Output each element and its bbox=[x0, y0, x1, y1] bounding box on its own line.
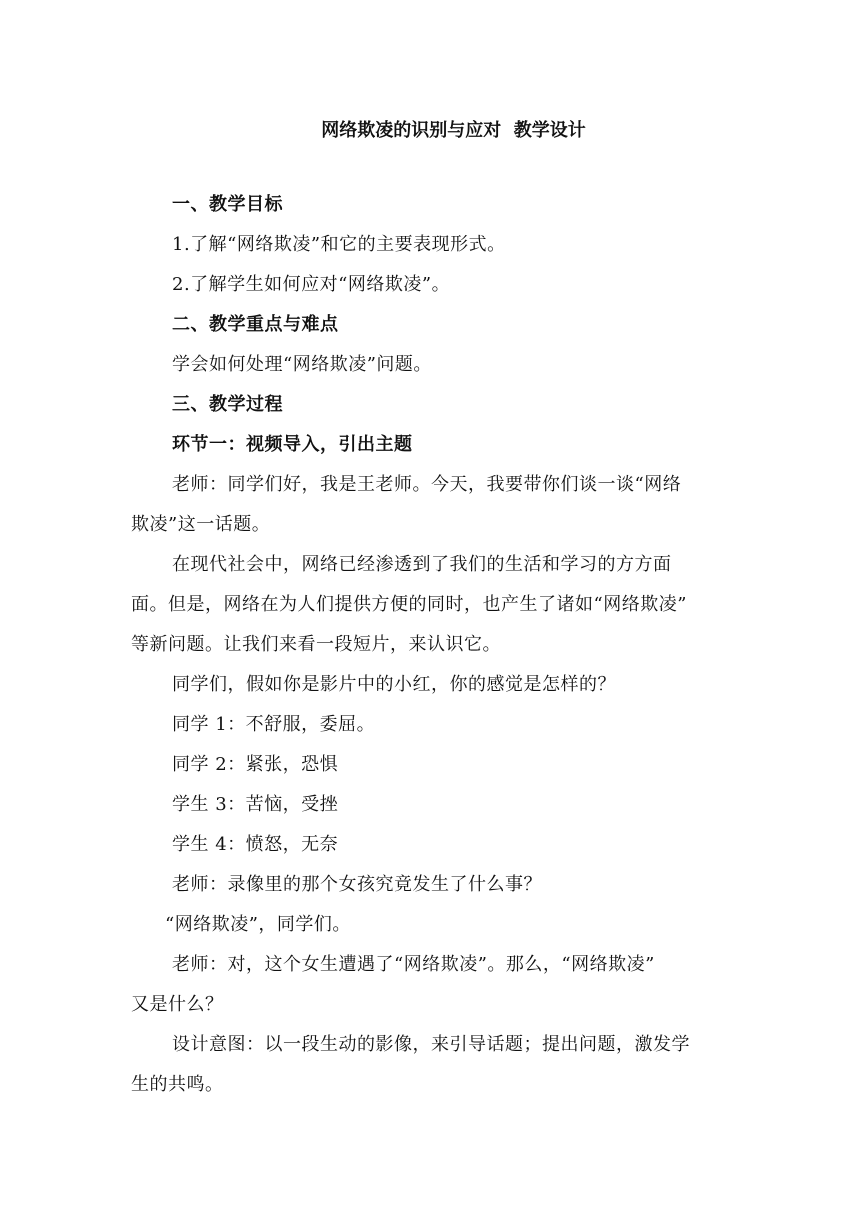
dialogue-answer-2: 同学 2：紧张，恐惧 bbox=[172, 754, 339, 775]
paragraph-line: 在现代社会中，网络已经渗透到了我们的生活和学习的方方面 bbox=[172, 554, 672, 575]
dialogue-question-1: 同学们，假如你是影片中的小红，你的感觉是怎样的？ bbox=[172, 674, 616, 695]
dialogue-question-2: 老师：录像里的那个女孩究竟发生了什么事？ bbox=[172, 874, 542, 895]
dialogue-answer-3: 学生 3：苦恼，受挫 bbox=[172, 794, 339, 815]
goal-item-2: 2.了解学生如何应对“网络欺凌”。 bbox=[172, 274, 451, 295]
goal-item-1: 1.了解“网络欺凌”和它的主要表现形式。 bbox=[172, 234, 506, 255]
paragraph-line: 等新问题。让我们来看一段短片，来认识它。 bbox=[131, 634, 501, 655]
paragraph-line: 面。但是，网络在为人们提供方便的同时，也产生了诸如“网络欺凌” bbox=[131, 594, 687, 615]
paragraph-teacher-followup bbox=[131, 950, 731, 1020]
dialogue-answer-5: “网络欺凌”，同学们。 bbox=[165, 914, 351, 935]
dialogue-answer-4: 学生 4：愤怒，无奈 bbox=[172, 834, 339, 855]
section-heading-teaching-process: 三、教学过程 bbox=[172, 394, 283, 415]
paragraph-line: 又是什么？ bbox=[131, 994, 224, 1015]
dialogue-answer-1: 同学 1：不舒服，委屈。 bbox=[172, 714, 376, 735]
section-heading-teaching-goals: 一、教学目标 bbox=[172, 194, 283, 215]
paragraph-line: 生的共鸣。 bbox=[131, 1074, 224, 1095]
paragraph-line: 欺凌”这一话题。 bbox=[131, 514, 271, 535]
section-heading-key-points: 二、教学重点与难点 bbox=[172, 314, 339, 335]
paragraph-line: 老师：对，这个女生遭遇了“网络欺凌”。那么，“网络欺凌” bbox=[172, 954, 655, 975]
paragraph-teacher-intro bbox=[131, 470, 731, 540]
step-heading-1: 环节一：视频导入，引出主题 bbox=[172, 434, 413, 455]
key-point-text: 学会如何处理“网络欺凌”问题。 bbox=[172, 354, 432, 375]
paragraph-line: 老师：同学们好，我是王老师。今天，我要带你们谈一谈“网络 bbox=[172, 474, 682, 495]
document-title: 网络欺凌的识别与应对 教学设计 bbox=[321, 120, 586, 141]
paragraph-line: 设计意图：以一段生动的影像，来引导话题；提出问题，激发学 bbox=[172, 1034, 690, 1055]
paragraph-context bbox=[131, 550, 731, 660]
document-page bbox=[131, 118, 731, 1110]
paragraph-design-intent bbox=[131, 1030, 731, 1100]
